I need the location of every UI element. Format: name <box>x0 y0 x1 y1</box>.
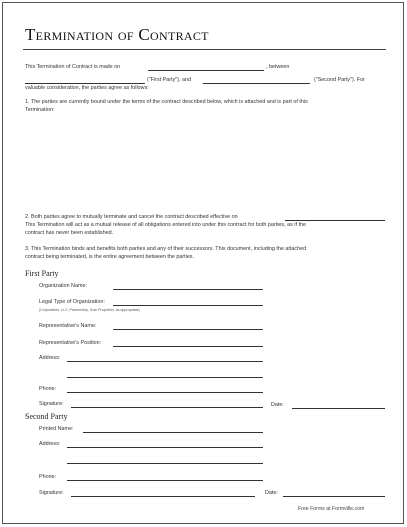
intro-text-3: ("First Party"), and <box>147 77 191 83</box>
sp-signature-field[interactable] <box>71 496 255 497</box>
document-page <box>2 2 404 524</box>
sp-printed-name-label: Printed Name: <box>39 426 74 432</box>
second-party-name-field[interactable] <box>203 83 310 84</box>
legal-type-note: (Corporation, LLC, Partnership, Sole Proprietor, as appropriate) <box>39 308 140 312</box>
rep-name-field[interactable] <box>113 329 263 330</box>
fp-date-label: Date: <box>271 402 284 408</box>
sp-address-field-2[interactable] <box>67 463 263 464</box>
fp-signature-field[interactable] <box>71 407 263 408</box>
sp-phone-field[interactable] <box>67 480 263 481</box>
rep-name-label: Representative's Name: <box>39 323 97 329</box>
clause2-text-2: This Termination will act as a mutual release of all obligations entered into under this contract for both parties, as if the <box>25 222 306 228</box>
document-title: Termination of Contract <box>25 25 209 44</box>
intro-text-1: This Termination of Contract is made on <box>25 64 121 70</box>
intro-text-2: , between <box>266 64 290 70</box>
sp-address-label: Address: <box>39 441 61 447</box>
fp-phone-label: Phone: <box>39 386 57 392</box>
sp-signature-label: Signature: <box>39 490 64 496</box>
clause3-text-2: contract being terminated, is the entire agreement between the parties. <box>25 254 195 260</box>
sp-date-field[interactable] <box>283 496 385 497</box>
legal-type-label: Legal Type of Organization: <box>39 299 105 305</box>
effective-date-field[interactable] <box>285 220 385 221</box>
bound-text-1: 1. The parties are currently bound under the terms of the contract described below, which is attached and is part of this <box>25 99 308 105</box>
legal-type-field[interactable] <box>113 305 263 306</box>
sp-date-label: Date: <box>265 490 278 496</box>
fp-date-field[interactable] <box>292 408 385 409</box>
sp-address-field-1[interactable] <box>67 447 263 448</box>
rep-position-field[interactable] <box>113 346 263 347</box>
fp-address-label: Address: <box>39 355 61 361</box>
first-party-name-field[interactable] <box>25 83 145 84</box>
sp-phone-label: Phone: <box>39 474 57 480</box>
fp-address-field-2[interactable] <box>67 377 263 378</box>
org-name-field[interactable] <box>113 289 263 290</box>
intro-text-5: valuable consideration, the parties agree as follows: <box>25 85 149 91</box>
fp-phone-field[interactable] <box>67 392 263 393</box>
footer-credit: Free Forms at Formville.com <box>298 506 365 512</box>
first-party-heading: First Party <box>25 269 59 278</box>
clause2-text-3: contract has never been established. <box>25 230 114 236</box>
org-name-label: Organization Name: <box>39 283 87 289</box>
contract-date-field[interactable] <box>148 70 264 71</box>
rep-position-label: Representative's Position: <box>39 340 102 346</box>
sp-printed-name-field[interactable] <box>83 432 263 433</box>
bound-text-2: Termination: <box>25 107 55 113</box>
clause3-text-1: 3. This Termination binds and benefits both parties and any of their successors. This document, including the attached <box>25 246 307 252</box>
fp-signature-label: Signature: <box>39 401 64 407</box>
clause2-text-1: 2. Both parties agree to mutually terminate and cancel the contract described effective on <box>25 214 238 220</box>
intro-text-4: ("Second Party"). For <box>314 77 365 83</box>
fp-address-field-1[interactable] <box>67 361 263 362</box>
title-divider <box>23 49 386 50</box>
second-party-heading: Second Party <box>25 412 68 421</box>
